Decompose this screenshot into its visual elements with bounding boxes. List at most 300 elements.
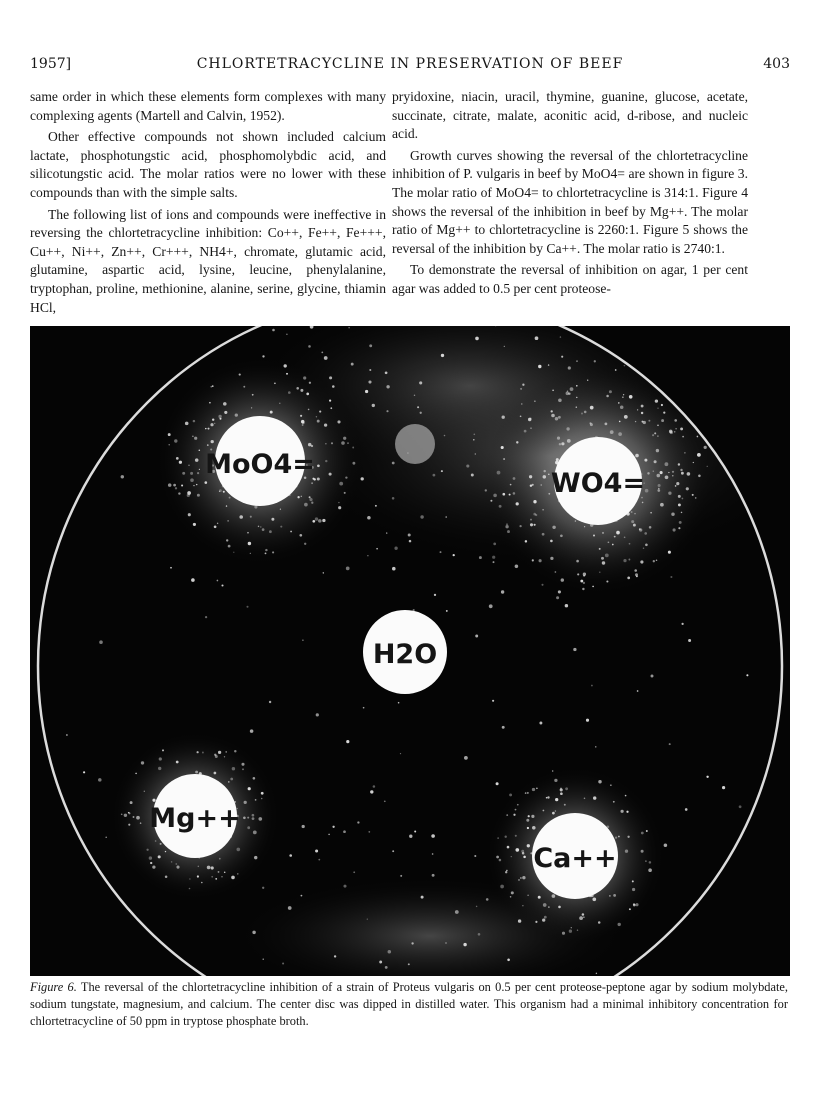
speck	[625, 850, 628, 853]
speck	[602, 532, 604, 534]
speck	[324, 356, 328, 360]
caption-text: The reversal of the chlortetracycline inhibition of a strain of Proteus vulgaris on 0.5 per cent proteose-peptone agar by sodium molybdate, sodium tungstate, magnesium, and calcium. The center disc was dipped in distilled water. This organism had a minimal inhibitory concentration for chlortetracycline of 50 ppm in tryptose phosphate broth.	[30, 980, 788, 1028]
speck	[98, 778, 102, 782]
speck	[629, 908, 631, 910]
speck	[227, 520, 228, 521]
speck	[388, 950, 392, 954]
speck	[674, 431, 676, 433]
speck	[493, 561, 495, 563]
speck	[420, 412, 422, 414]
speck	[527, 895, 529, 897]
speck	[534, 400, 535, 401]
speck	[506, 523, 508, 525]
speck	[650, 512, 652, 514]
speck	[555, 798, 558, 801]
speck	[210, 423, 213, 426]
speck	[648, 420, 650, 422]
speck	[344, 492, 346, 494]
speck	[584, 798, 586, 800]
speck	[211, 866, 214, 869]
speck	[552, 894, 556, 898]
speck	[558, 590, 561, 593]
speck	[532, 788, 535, 791]
speck	[235, 413, 238, 416]
speck	[629, 543, 631, 545]
speck	[565, 604, 568, 607]
speck	[526, 819, 529, 822]
speck	[599, 548, 601, 550]
speck	[657, 489, 660, 492]
speck	[252, 394, 254, 396]
speck	[590, 406, 594, 410]
speck	[560, 792, 563, 795]
speck	[254, 856, 257, 859]
speck	[158, 855, 161, 858]
speck	[580, 580, 583, 583]
speck	[414, 395, 415, 396]
speck	[146, 849, 148, 851]
speck	[155, 840, 157, 842]
speck	[688, 639, 691, 642]
speck	[562, 932, 565, 935]
speck	[535, 921, 537, 923]
speck	[517, 804, 519, 806]
speck	[158, 767, 161, 770]
speck	[478, 933, 481, 936]
speck	[631, 520, 634, 523]
speck	[576, 406, 577, 407]
speck	[576, 360, 578, 362]
speck	[623, 394, 624, 395]
speck	[317, 420, 320, 423]
speck	[625, 795, 627, 797]
header-year: 1957]	[30, 56, 72, 72]
speck	[464, 756, 468, 760]
speck	[507, 530, 510, 533]
speck	[493, 494, 497, 498]
speck	[228, 781, 230, 783]
speck	[624, 415, 628, 419]
speck	[685, 808, 688, 811]
speck	[188, 465, 190, 467]
left-column	[30, 88, 386, 320]
speck	[302, 825, 305, 828]
speck	[190, 478, 194, 482]
speck	[205, 428, 206, 429]
speck	[253, 831, 257, 835]
speck	[182, 472, 185, 475]
speck	[130, 801, 133, 804]
speck	[569, 930, 572, 933]
speck	[136, 816, 140, 820]
speck	[263, 959, 264, 960]
speck	[392, 497, 395, 500]
speck	[505, 871, 507, 873]
speck	[515, 835, 517, 837]
speck	[199, 449, 201, 451]
speck	[576, 397, 577, 398]
speck	[505, 836, 507, 838]
speck	[414, 831, 416, 833]
speck	[681, 472, 684, 475]
speck	[243, 816, 246, 819]
speck	[441, 354, 444, 357]
speck	[515, 848, 519, 852]
speck	[534, 524, 536, 526]
speck	[582, 913, 585, 916]
speck	[189, 878, 190, 879]
speck	[633, 903, 635, 905]
speck	[409, 835, 412, 838]
speck	[223, 402, 227, 406]
speck	[230, 778, 233, 781]
speck	[252, 817, 255, 820]
speck	[552, 812, 555, 815]
speck	[205, 616, 207, 618]
speck	[486, 898, 489, 901]
speck	[606, 580, 608, 582]
speck	[543, 903, 547, 907]
colony	[395, 424, 435, 464]
speck	[318, 859, 320, 861]
speck	[546, 797, 548, 799]
speck	[558, 399, 562, 403]
speck	[325, 443, 326, 444]
speck	[584, 526, 585, 527]
speck	[301, 895, 303, 897]
speck	[224, 756, 225, 757]
speck	[471, 474, 474, 477]
speck	[440, 551, 442, 553]
speck	[328, 834, 330, 836]
speck	[539, 559, 542, 562]
speck	[561, 442, 564, 445]
speck	[686, 487, 689, 490]
speck	[175, 863, 177, 865]
speck	[279, 403, 280, 404]
speck	[692, 494, 694, 496]
speck	[369, 344, 372, 347]
disc-label-mg: Mg++	[149, 803, 241, 834]
speck	[198, 866, 199, 867]
speck	[614, 536, 616, 538]
speck	[678, 503, 681, 506]
speck	[170, 567, 172, 569]
speck	[165, 875, 168, 878]
speck	[385, 371, 388, 374]
speck	[653, 471, 654, 472]
speck	[466, 464, 469, 467]
speck	[566, 427, 569, 430]
speck	[559, 443, 561, 445]
speck	[368, 831, 370, 833]
speck	[345, 476, 347, 478]
speck	[496, 782, 499, 785]
speck	[522, 384, 524, 386]
speck	[239, 374, 241, 376]
speck	[668, 551, 671, 554]
speck	[121, 814, 123, 816]
speck	[329, 400, 331, 402]
speck	[601, 557, 604, 560]
speck	[311, 482, 313, 484]
speck	[223, 491, 225, 493]
speck	[210, 386, 212, 388]
speck	[165, 851, 166, 852]
speck	[185, 422, 189, 426]
speck	[284, 364, 287, 367]
speck	[643, 548, 644, 549]
speck	[201, 882, 203, 884]
speck	[128, 824, 130, 826]
speck	[645, 489, 649, 493]
speck	[233, 552, 234, 553]
speck	[505, 525, 508, 528]
speck	[343, 437, 346, 440]
speck	[576, 560, 579, 563]
speck	[237, 873, 238, 874]
speck	[474, 855, 476, 857]
speck	[527, 792, 529, 794]
speck	[262, 355, 264, 357]
speck	[434, 594, 436, 596]
speck	[152, 865, 155, 868]
speck	[300, 389, 303, 392]
speck	[463, 943, 466, 946]
speck	[593, 796, 596, 799]
speck	[551, 410, 553, 412]
speck	[567, 439, 571, 443]
speck	[634, 569, 637, 572]
speck	[105, 836, 107, 838]
speck	[605, 423, 608, 426]
speck	[445, 942, 446, 943]
speck	[419, 381, 422, 384]
speck	[548, 474, 549, 475]
speck	[337, 420, 340, 423]
speck	[707, 466, 708, 467]
speck	[168, 483, 172, 487]
speck	[661, 404, 663, 406]
speck	[558, 416, 561, 419]
speck	[217, 580, 219, 582]
speck	[602, 561, 605, 564]
speck	[411, 942, 413, 944]
speck	[455, 910, 459, 914]
speck	[221, 876, 222, 877]
speck	[615, 836, 617, 838]
speck	[365, 390, 368, 393]
paragraph: The following list of ions and compounds were ineffective in reversing the chlortetracycline inhibition: Co++, Fe++, Fe+++, Cu++, Ni++, Zn++, Cr+++, NH4+, chromate, glutamic acid, glutamine, aspartic acid, lysine, leucine, phenylalanine, tryptophan, proline, methionine, alanine, serine, glycine, thiamin HCl,	[30, 206, 386, 315]
speck	[386, 385, 389, 388]
speck	[302, 424, 304, 426]
speck	[392, 462, 395, 465]
speck	[570, 387, 574, 391]
speck	[671, 512, 674, 515]
speck	[280, 526, 282, 528]
speck	[308, 409, 310, 411]
speck	[610, 785, 611, 786]
speck	[596, 973, 597, 974]
speck	[550, 540, 553, 543]
speck	[542, 918, 545, 921]
speck	[325, 460, 327, 462]
speck	[698, 475, 701, 478]
speck	[339, 482, 343, 486]
speck	[219, 489, 222, 492]
speck	[473, 439, 475, 441]
speck	[669, 430, 673, 434]
speck	[654, 460, 657, 463]
speck	[179, 461, 182, 464]
speck	[502, 493, 505, 496]
speck	[664, 843, 668, 847]
speck	[176, 866, 179, 869]
speck	[627, 836, 629, 838]
speck	[433, 474, 436, 477]
speck	[304, 543, 306, 545]
speck	[187, 494, 190, 497]
speck	[194, 437, 197, 440]
speck	[152, 799, 155, 802]
speck	[226, 539, 228, 541]
speck	[269, 530, 272, 533]
speck	[193, 420, 195, 422]
speck	[665, 462, 669, 466]
speck	[489, 604, 493, 608]
speck	[704, 446, 707, 449]
speck	[510, 484, 512, 486]
speck	[214, 772, 217, 775]
speck	[658, 488, 660, 490]
speck	[645, 860, 647, 862]
speck	[252, 931, 255, 934]
speck	[554, 779, 557, 782]
speck	[617, 923, 620, 926]
disc-label-wo4: WO4=	[550, 468, 646, 499]
speck	[605, 554, 609, 558]
speck	[542, 509, 544, 511]
speck	[218, 415, 221, 418]
speck	[676, 482, 679, 485]
speck	[584, 411, 587, 414]
speck	[678, 495, 681, 498]
speck	[644, 532, 647, 535]
speck	[635, 421, 636, 422]
speck	[532, 559, 534, 561]
speck	[260, 526, 261, 527]
speck	[746, 674, 748, 676]
speck	[453, 554, 455, 556]
speck	[195, 771, 198, 774]
speck	[373, 785, 376, 788]
speck	[224, 411, 227, 414]
speck	[258, 526, 259, 527]
speck	[124, 814, 127, 817]
speck	[577, 929, 578, 930]
speck	[680, 427, 683, 430]
speck	[265, 549, 267, 551]
speck	[626, 811, 628, 813]
speck	[595, 746, 596, 747]
disc-label-ca: Ca++	[533, 843, 617, 874]
speck	[280, 509, 281, 510]
speck	[352, 462, 355, 465]
speck	[599, 571, 600, 572]
speck	[693, 462, 694, 463]
speck	[297, 496, 299, 498]
speck	[561, 578, 564, 581]
speck	[663, 412, 665, 414]
speck	[190, 472, 193, 475]
speck	[653, 560, 655, 562]
speck	[432, 853, 434, 855]
speck	[548, 493, 550, 495]
speck	[441, 470, 443, 472]
speck	[221, 584, 223, 586]
speck	[490, 500, 492, 502]
speck	[631, 511, 633, 513]
speck	[274, 382, 276, 384]
speck	[217, 523, 218, 524]
speck	[346, 740, 349, 743]
speck	[303, 376, 306, 379]
speck	[530, 427, 532, 429]
speck	[173, 484, 176, 487]
speck	[657, 435, 659, 437]
speck	[681, 623, 683, 625]
speck	[497, 471, 501, 475]
speck	[250, 553, 251, 554]
speck	[673, 528, 676, 531]
speck	[409, 540, 412, 543]
speck	[236, 848, 240, 852]
speck	[248, 787, 251, 790]
speck	[641, 405, 644, 408]
speck	[593, 535, 595, 537]
speck	[234, 750, 236, 752]
speck	[533, 513, 536, 516]
speck	[370, 790, 373, 793]
speck	[531, 815, 534, 818]
speck	[548, 906, 549, 907]
speck	[226, 505, 227, 506]
speck	[609, 390, 612, 393]
speck	[669, 743, 671, 745]
speck	[628, 559, 630, 561]
speck	[197, 751, 199, 753]
speck	[262, 887, 264, 889]
speck	[208, 428, 210, 430]
speck	[525, 792, 527, 794]
speck	[316, 713, 319, 716]
speck	[641, 850, 644, 853]
speck	[218, 751, 221, 754]
speck	[509, 793, 512, 796]
speck	[641, 832, 644, 835]
speck	[197, 472, 199, 474]
speck	[576, 385, 578, 387]
speck	[189, 888, 191, 890]
speck	[528, 815, 530, 817]
speck	[637, 690, 639, 692]
speck	[384, 800, 386, 802]
speck	[586, 719, 589, 722]
speck	[613, 801, 615, 803]
speck	[706, 776, 708, 778]
speck	[330, 407, 332, 409]
speck	[739, 805, 742, 808]
